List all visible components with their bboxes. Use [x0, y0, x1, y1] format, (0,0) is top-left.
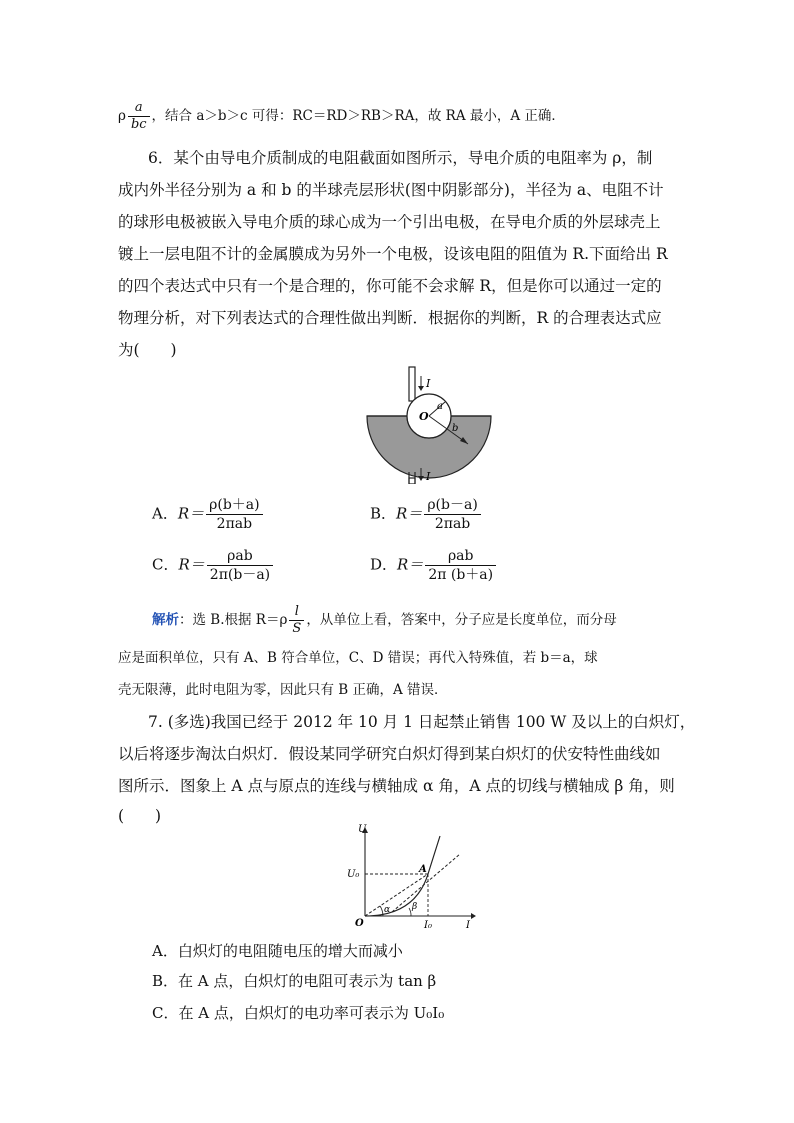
- option-fraction: [425, 547, 496, 584]
- q6-analysis-line-2: 应是面积单位，只有 A、B 符合单位，C、D 错误；再代入特殊值，若 b＝a，球: [118, 650, 598, 666]
- q6-line-5: 的四个表达式中只有一个是合理的，你可能不会求解 R，但是你可以通过一定的: [118, 277, 662, 295]
- option-lhs: R＝: [396, 504, 423, 523]
- analysis-label: 解析: [152, 612, 179, 628]
- frac-num: l: [294, 604, 299, 619]
- q6-analysis-line-1: [152, 604, 617, 637]
- q6-option-c[interactable]: [152, 547, 275, 584]
- q6-line-4: 镀上一层电阻不计的金属膜成为另外一个电极，设该电阻的阻值为 R.下面给出 R: [118, 245, 668, 263]
- iv-curve: [365, 836, 440, 916]
- q6-figure: [360, 364, 500, 484]
- frac-den: bc: [128, 116, 150, 133]
- option-fraction: [207, 547, 273, 584]
- label-I-top: I: [426, 377, 431, 390]
- label-O: O: [355, 918, 364, 928]
- q7-line-4: ( ): [118, 807, 162, 825]
- rho-symbol: ρ: [118, 108, 126, 124]
- q6-option-d[interactable]: [370, 547, 498, 584]
- option-fraction: [206, 496, 262, 533]
- option-fraction: [424, 496, 480, 533]
- frac-num: ρab: [227, 548, 253, 564]
- q6-line-7: 为( ): [118, 341, 177, 359]
- option-lhs: R＝: [397, 555, 424, 574]
- option-letter: C．: [152, 555, 179, 574]
- frac-num: ρ(b＋a): [209, 497, 260, 513]
- q7-line-2: 以后将逐步淘汰白炽灯．假设某同学研究白炽灯得到某白炽灯的伏安特性曲线如: [118, 745, 661, 763]
- frac-num: ρ(b－a): [427, 497, 478, 513]
- option-letter: A．: [152, 504, 178, 523]
- q6-line-1: 6．某个由导电介质制成的电阻截面如图所示，导电介质的电阻率为 ρ，制: [148, 149, 653, 167]
- label-U0: U₀: [347, 869, 360, 880]
- fraction-a-over-bc: [128, 100, 150, 133]
- q6-line-3: 的球形电极被嵌入导电介质的球心成为一个引出电极，在导电介质的外层球壳上: [118, 213, 661, 231]
- analysis-part1: ：选 B.根据 R＝ρ: [179, 612, 288, 628]
- q6-option-a[interactable]: [152, 496, 265, 533]
- q7-line-1: 7. (多选)我国已经于 2012 年 10 月 1 日起禁止销售 100 W 及以上的白炽灯，: [148, 713, 696, 731]
- option-letter: D．: [370, 555, 398, 574]
- frac-den: 2π (b＋a): [425, 565, 496, 584]
- q6-analysis-line-3: 壳无限薄，此时电阻为零，因此只有 B 正确，A 错误．: [118, 682, 448, 698]
- label-a: a: [437, 401, 443, 412]
- line-OA: [365, 874, 428, 916]
- prev-answer-rest: C＝RD＞RB＞RA，故 RA 最小，A 正确．: [302, 108, 565, 124]
- label-alpha: α: [384, 905, 391, 915]
- label-A: A: [419, 864, 427, 875]
- q7-figure: [345, 824, 480, 928]
- label-I-bottom: I: [426, 470, 431, 483]
- axis-I-label: I: [466, 920, 470, 928]
- q6-line-2: 成内外半径分别为 a 和 b 的半球壳层形状(图中阴影部分)，半径为 a、电阻不计: [118, 181, 664, 199]
- prev-answer-text: ，结合 a＞b＞c 可得：R: [151, 108, 303, 124]
- q7-line-3: 图所示．图象上 A 点与原点的连线与横轴成 α 角，A 点的切线与横轴成 β 角，则: [118, 777, 675, 795]
- label-beta: β: [412, 902, 418, 912]
- analysis-part2: ，从单位上看，答案中，分子应是长度单位，而分母: [306, 612, 617, 628]
- q6-line-6: 物理分析，对下列表达式的合理性做出判断．根据你的判断，R 的合理表达式应: [118, 309, 662, 327]
- axis-U-label: U: [358, 824, 367, 835]
- frac-den: 2πab: [206, 514, 262, 533]
- q7-option-b[interactable]: B．在 A 点，白炽灯的电阻可表示为 tan β: [152, 972, 437, 990]
- frac-num: a: [134, 100, 143, 115]
- top-electrode-wire: [409, 367, 415, 401]
- frac-num: ρab: [447, 548, 474, 564]
- prev-answer-line: [118, 100, 565, 133]
- option-letter: B．: [370, 504, 397, 523]
- label-I0: I₀: [424, 920, 432, 928]
- q7-option-a[interactable]: A．白炽灯的电阻随电压的增大而减小: [152, 942, 403, 960]
- tangent-at-A: [392, 854, 460, 912]
- option-lhs: R＝: [177, 504, 205, 523]
- option-lhs: R＝: [178, 555, 205, 574]
- fraction-l-over-S: [289, 604, 304, 637]
- label-O: O: [419, 410, 429, 423]
- frac-den: 2π(b－a): [207, 565, 273, 584]
- q6-option-b[interactable]: [370, 496, 483, 533]
- label-b: b: [452, 423, 459, 434]
- frac-den: S: [289, 620, 304, 637]
- q7-option-c[interactable]: C．在 A 点，白炽灯的电功率可表示为 U₀I₀: [152, 1004, 445, 1022]
- frac-den: 2πab: [424, 514, 480, 533]
